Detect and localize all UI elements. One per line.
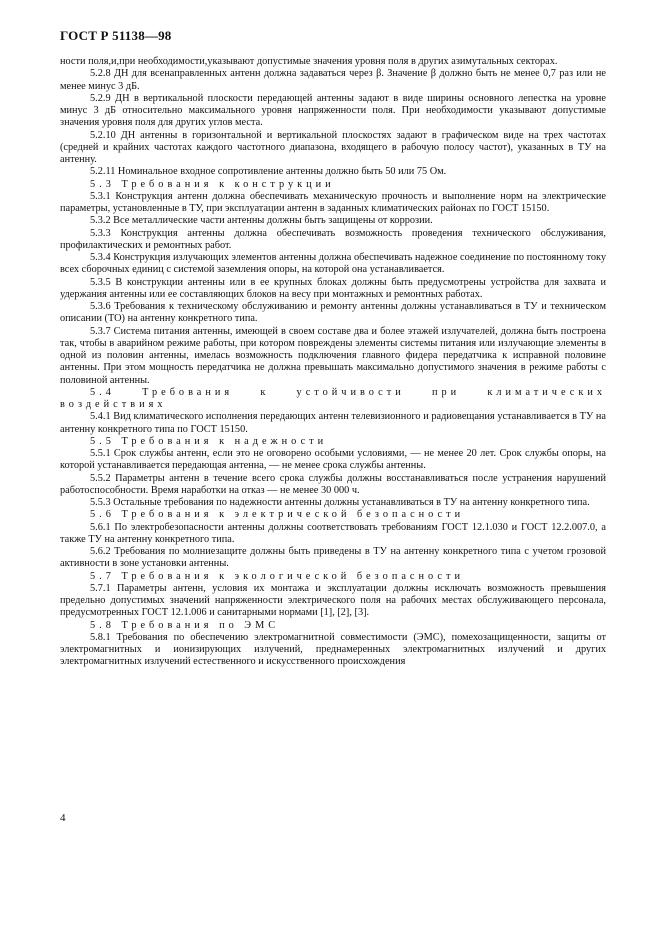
section-heading: 5.6 Требования к электрической безопасности <box>90 509 465 521</box>
paragraph: 5.3.2 Все металлические части антенны должны быть защищены от коррозии. <box>90 215 433 227</box>
paragraph: 5.5.1 Срок службы антенн, если это не оговорено особыми условиями, — не менее 20 лет. Срок службы опоры, на которой устанавливается передающая антенна, — не менее срока службы антенны. <box>60 448 606 472</box>
paragraph: 5.3.6 Требования к техническому обслуживанию и ремонту антенны должны устанавливаться в ТУ и техническом описании (ТО) на антенну конкретного типа. <box>60 301 606 325</box>
paragraph: 5.6.1 По электробезопасности антенны должны соответствовать требованиям ГОСТ 12.1.030 и ГОСТ 12.2.007.0, а также ТУ на антенну конкретного типа. <box>60 521 606 545</box>
paragraph: 5.6.2 Требования по молниезащите должны быть приведены в ТУ на антенну конкретного типа с учетом грозовой активности в зоне установки антенны. <box>60 546 606 570</box>
paragraph: 5.8.1 Требования по обеспечению электромагнитной совместимости (ЭМС), помехозащищенности, защиты от электромагнитных и ионизирующих излучений, преднамеренных электромагнитных излучений и других электромагнитных излучений естественного и искусственного происхождения <box>60 631 606 668</box>
paragraph: 5.3.4 Конструкция излучающих элементов антенны должна обеспечивать надежное соединение по постоянному току всех сборочных единиц с системой заземления опоры, на которой она устанавливается. <box>60 252 606 276</box>
document-header: ГОСТ Р 51138—98 <box>60 28 172 43</box>
section-heading: 5.4 Требования к устойчивости при климатических воздействиях <box>60 386 606 410</box>
section-heading: 5.3 Требования к конструкции <box>90 178 335 190</box>
paragraph: 5.3.1 Конструкция антенн должна обеспечивать механическую прочность и выполнение норм на электрические параметры, установленные в ТУ, при эксплуатации антенн в заданных климатических районах по ГОСТ 15150. <box>60 190 606 214</box>
paragraph: ности поля,и,при необходимости,указывают допустимые значения уровня поля в других азимутальных секторах. <box>60 56 558 67</box>
paragraph: 5.7.1 Параметры антенн, условия их монтажа и эксплуатации должны исключать возможность превышения предельно допустимых значений напряженности электрического поля на рабочих местах обслуживающего персонала, предусмотренных ГОСТ 12.1.006 и санитарными нормами [1], [2], [3]. <box>60 582 606 619</box>
paragraph: 5.4.1 Вид климатического исполнения передающих антенн телевизионного и радиовещания устанавливается в ТУ на антенну конкретного типа по ГОСТ 15150. <box>60 411 606 435</box>
document-body <box>60 56 606 669</box>
page-number: 4 <box>60 812 66 824</box>
paragraph: 5.5.2 Параметры антенн в течение всего срока службы должны восстанавливаться после устранения нарушений работоспособности. Время наработки на отказ — не менее 30 000 ч. <box>60 472 606 496</box>
paragraph: 5.2.10 ДН антенны в горизонтальной и вертикальной плоскостях задают в графическом виде на трех частотах (средней и крайних частотах каждого частотного диапазона, входящего в рабочую полосу частот), указанных в ТУ на антенну. <box>60 129 606 165</box>
section-heading: 5.5 Требования к надежности <box>90 435 328 447</box>
paragraph: 5.3.7 Система питания антенны, имеющей в своем составе два и более этажей излучателей, должна быть построена так, чтобы в аварийном режиме работы, при котором повреждены элементы системы питания или излучающие элементы в одной из половин антенны, имелась возможность подключения главного фидера передатчика к исправной половине антенны. При этом мощность передатчика не должна превышать максимально допустимого значения в режиме работы с половиной антенны. <box>60 325 606 386</box>
paragraph: 5.3.5 В конструкции антенны или в ее крупных блоках должны быть предусмотрены устройства для захвата и удержания антенны или ее составляющих блоков на весу при монтажных и ремонтных работах. <box>60 276 606 300</box>
section-heading: 5.8 Требования по ЭМС <box>90 619 280 631</box>
paragraph: 5.2.11 Номинальное входное сопротивление антенны должно быть 50 или 75 Ом. <box>90 166 447 178</box>
paragraph: 5.2.9 ДН в вертикальной плоскости передающей антенны задают в виде ширины основного лепестка на уровне минус 3 дБ относительно максимального уровня напряженности поля. При необходимости указывают допустимые значения уровня поля для других углов места. <box>60 92 606 129</box>
section-heading: 5.7 Требования к экологической безопасности <box>90 570 464 582</box>
paragraph: 5.3.3 Конструкция антенны должна обеспечивать возможность проведения технического обслуживания, профилактических и ремонтных работ. <box>60 227 606 251</box>
paragraph: 5.2.8 ДН для всенаправленных антенн должна задаваться через β. Значение β должно быть не менее 0,7 раз или не менее минус 3 дБ. <box>60 68 606 92</box>
paragraph: 5.5.3 Остальные требования по надежности антенны должны устанавливаться в ТУ на антенну конкретного типа. <box>90 497 590 508</box>
